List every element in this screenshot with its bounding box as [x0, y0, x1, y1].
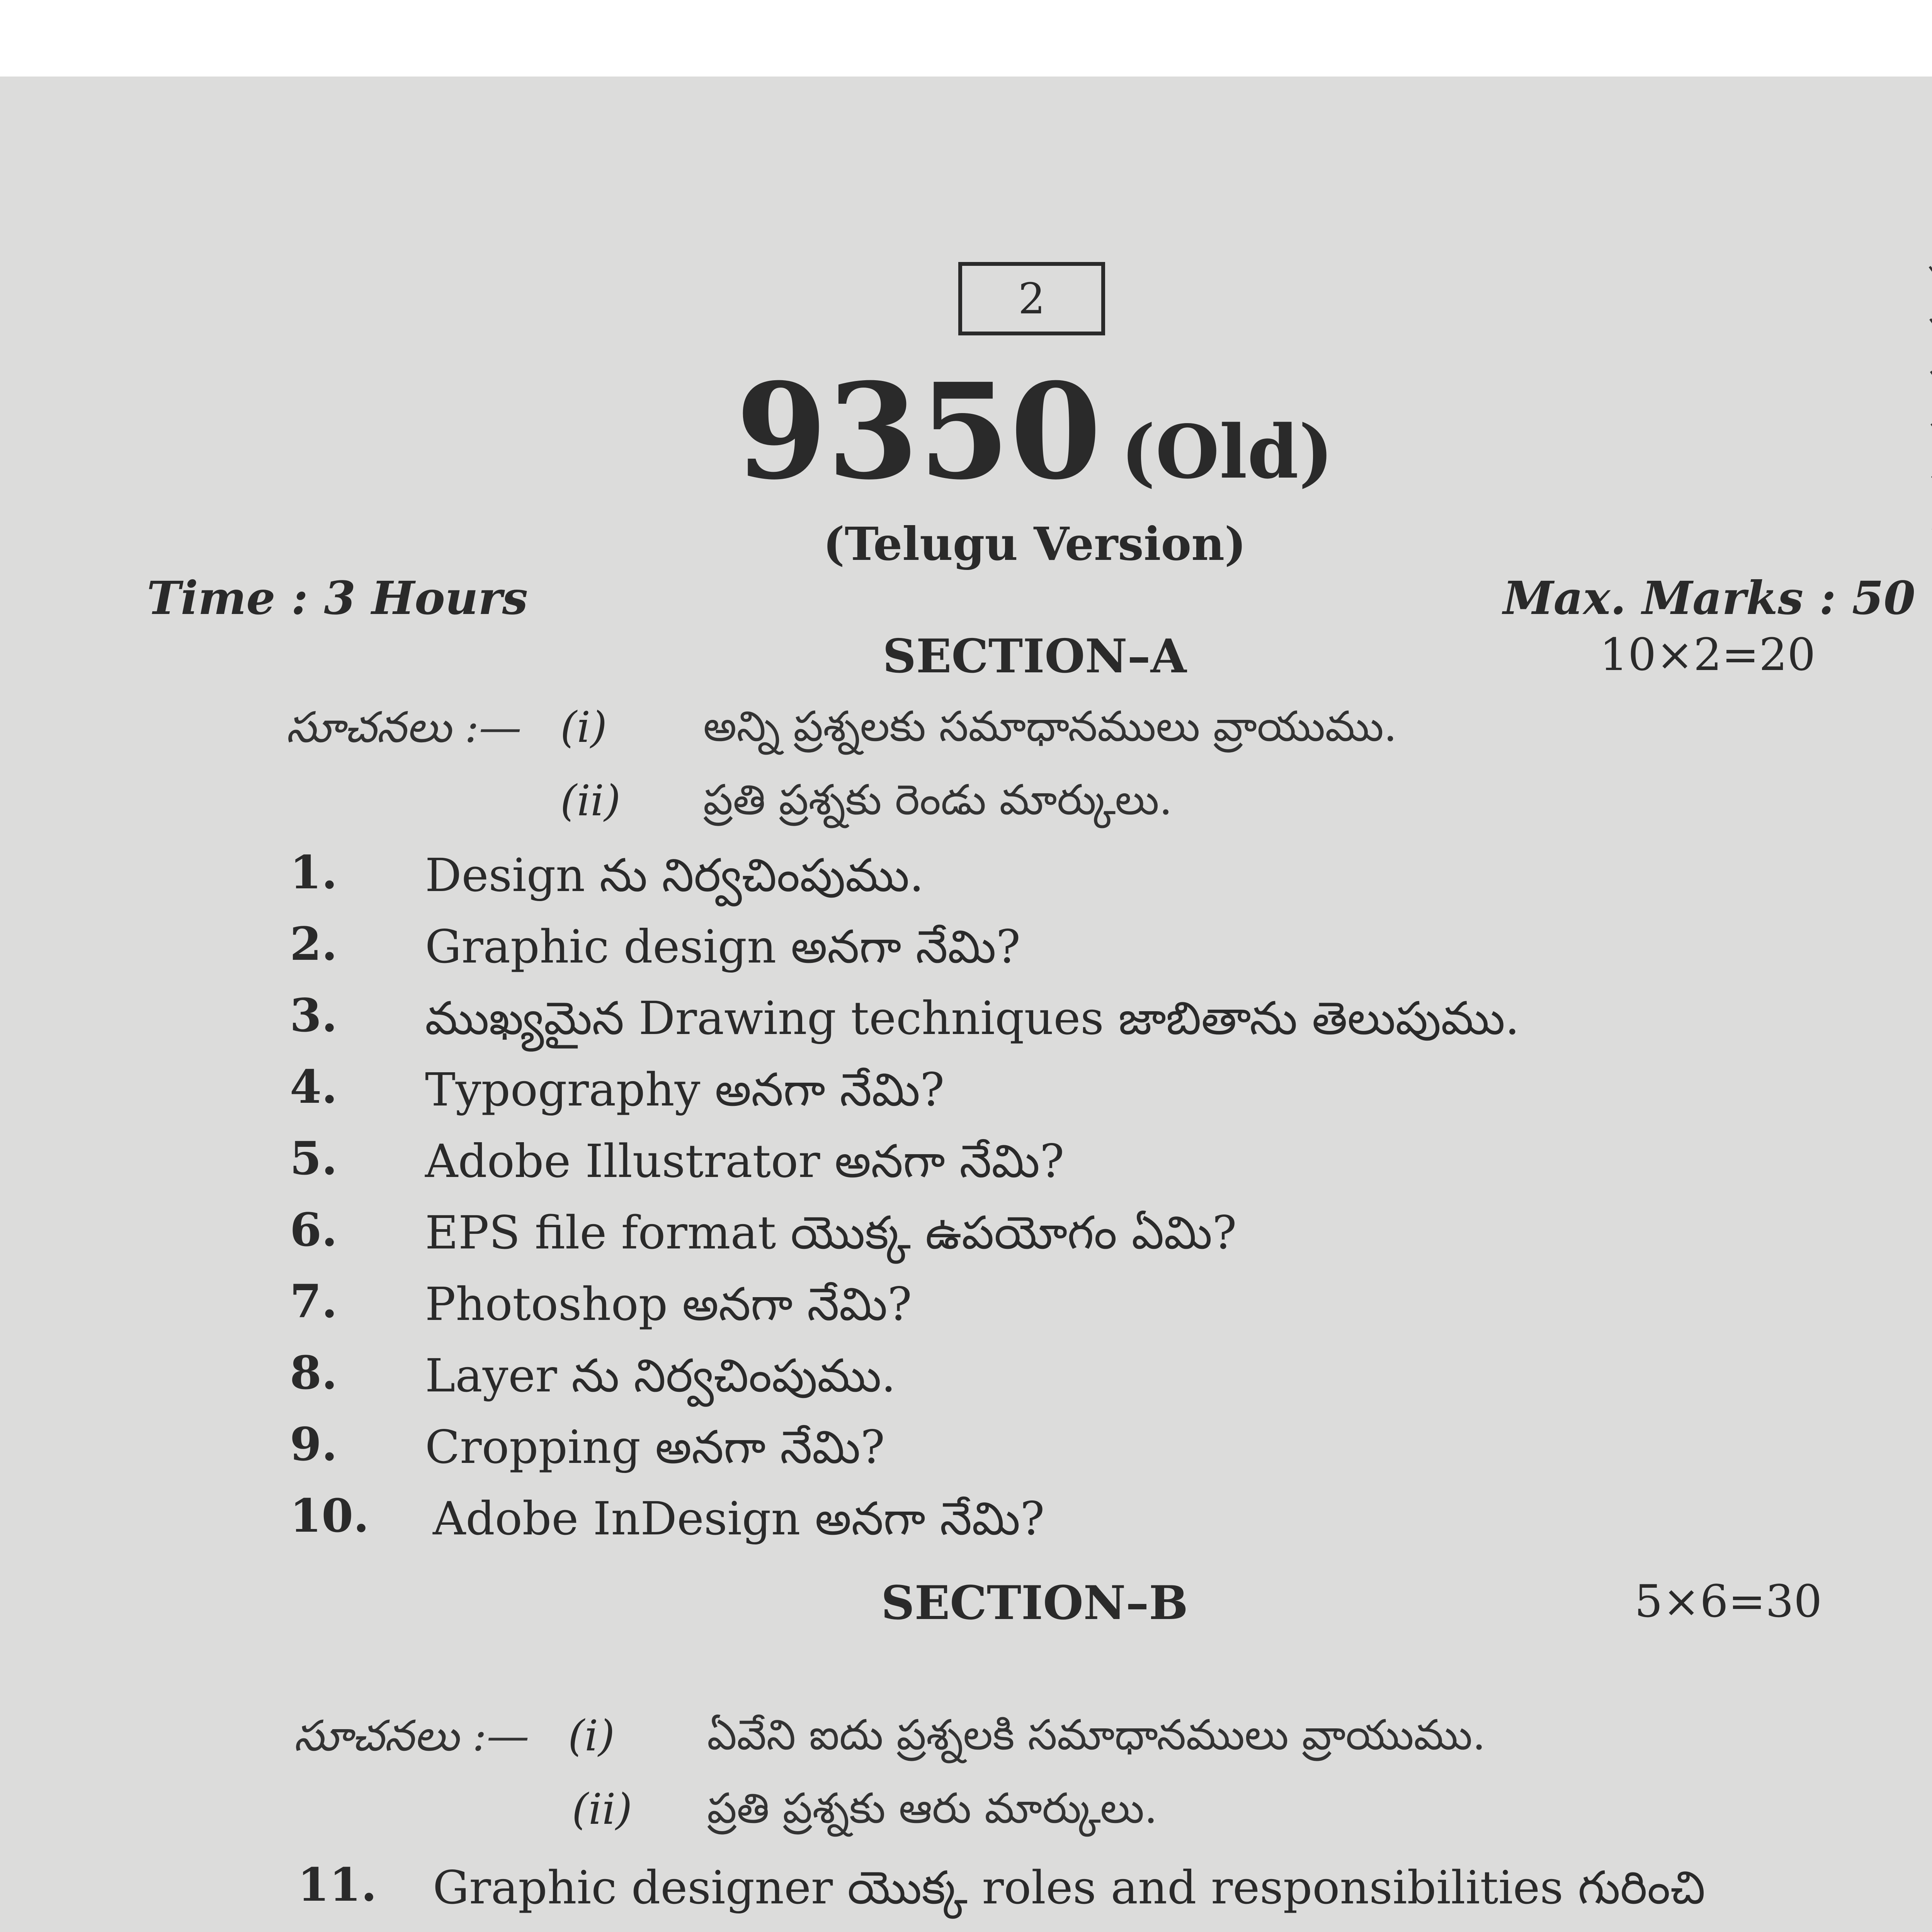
section-a-instruction-num: (ii)	[560, 776, 621, 825]
down-arrow-icon	[1930, 243, 1932, 275]
max-marks-label: Max. Marks : 50	[1503, 571, 1915, 625]
section-a-instruction-num: (i)	[560, 702, 607, 752]
question-number: 9.	[290, 1417, 338, 1471]
question-number: 2.	[290, 917, 338, 971]
question-number: 6.	[290, 1203, 338, 1257]
question-text: Adobe Illustrator అనగా నేమి?	[425, 1134, 1065, 1188]
section-b-marks: 5×6=30	[1634, 1576, 1822, 1628]
question-text: ముఖ్యమైన Drawing techniques జాబితాను తెలుపుము.	[425, 992, 1520, 1045]
page-number-box	[958, 262, 1105, 335]
section-a-title: SECTION–A	[883, 629, 1187, 684]
section-b-instruction-num: (ii)	[572, 1784, 633, 1834]
paper-variant: (Old)	[1121, 409, 1333, 495]
down-arrow-icon	[1930, 295, 1932, 328]
time-label: Time : 3 Hours	[147, 571, 528, 625]
question-text: Photoshop అనగా నేమి?	[425, 1277, 912, 1331]
question-text: EPS file format యొక్క ఉపయోగం ఏమి?	[425, 1206, 1237, 1259]
section-b-title: SECTION–B	[881, 1576, 1188, 1630]
exam-paper	[0, 77, 1932, 1932]
question-number: 5.	[290, 1131, 338, 1185]
question-number: 8.	[290, 1346, 338, 1400]
question-text: Graphic design అనగా నేమి?	[425, 920, 1020, 973]
question-number: 7.	[290, 1274, 338, 1328]
section-a-marks: 10×2=20	[1600, 629, 1816, 681]
page-number: 2	[1018, 274, 1045, 323]
paper-code: 9350	[736, 355, 1102, 509]
question-text: Typography అనగా నేమి?	[425, 1063, 945, 1116]
section-b-instruction-num: (i)	[568, 1711, 615, 1760]
paper-code-title	[0, 355, 1932, 509]
section-b-instructions-label: సూచనలు :—	[294, 1711, 529, 1760]
question-number: 4.	[290, 1060, 338, 1114]
section-a-instructions-label: సూచనలు :—	[286, 702, 522, 752]
margin-arrows	[1924, 235, 1932, 1932]
question-text: Cropping అనగా నేమి?	[425, 1420, 885, 1474]
question-text: Design ను నిర్వచింపుము.	[425, 849, 924, 902]
question-number: 1.	[290, 845, 338, 899]
down-arrow-icons	[1924, 235, 1932, 1932]
question-number: 10.	[290, 1489, 369, 1543]
section-a-instruction-text: ప్రతి ప్రశ్నకు రెండు మార్కులు.	[703, 776, 1173, 824]
version-label: (Telugu Version)	[823, 517, 1246, 571]
question-text: Adobe InDesign అనగా నేమి?	[433, 1492, 1045, 1545]
question-text: Graphic designer యొక్క roles and responsibilities గురించి	[433, 1861, 1706, 1914]
question-text: Layer ను నిర్వచింపుము.	[425, 1349, 896, 1402]
question-number: 11.	[298, 1858, 377, 1912]
section-a-instruction-text: అన్ని ప్రశ్నలకు సమాధానములు వ్రాయుము.	[703, 702, 1397, 751]
question-number: 3.	[290, 988, 338, 1042]
section-b-instruction-text: ప్రతి ప్రశ్నకు ఆరు మార్కులు.	[707, 1784, 1158, 1833]
section-b-instruction-text: ఏవేని ఐదు ప్రశ్నలకి సమాధానములు వ్రాయుము.	[707, 1711, 1486, 1759]
